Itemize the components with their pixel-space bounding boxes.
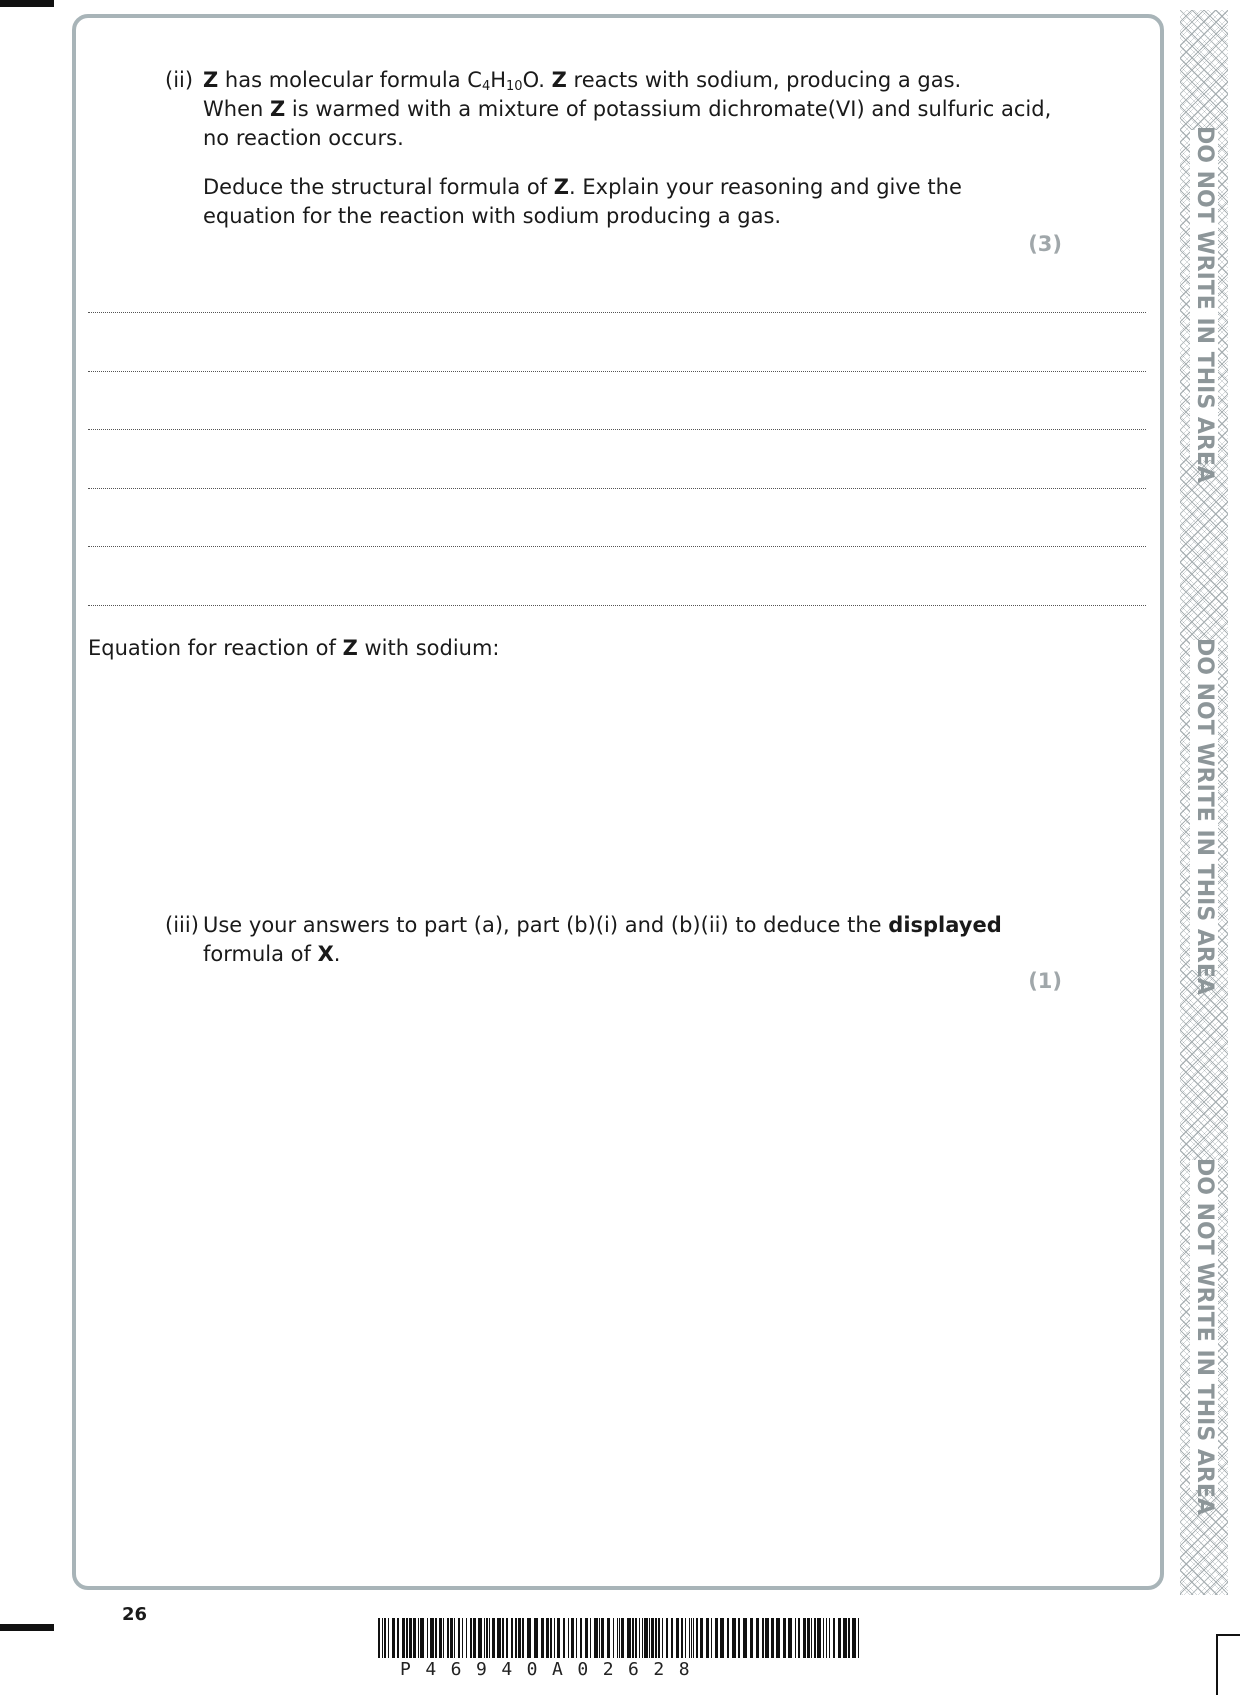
barcode-bar (696, 1618, 698, 1658)
barcode-bar (439, 1618, 442, 1658)
barcode-bar (511, 1618, 513, 1658)
barcode-bar (627, 1618, 631, 1658)
barcode-bar (762, 1618, 764, 1658)
barcode-bar (814, 1618, 816, 1658)
barcode-bar (473, 1618, 476, 1658)
barcode-bar (466, 1618, 467, 1658)
barcode-bar (829, 1618, 830, 1658)
barcode-bar (685, 1618, 686, 1658)
barcode-bar (700, 1618, 703, 1658)
barcode-bar (756, 1618, 759, 1658)
barcode-bar (409, 1618, 412, 1658)
page-number: 26 (122, 1604, 148, 1625)
barcode-bar (644, 1618, 648, 1658)
barcode-bar (392, 1618, 395, 1658)
barcode-bar (522, 1618, 524, 1658)
barcode-bar (486, 1618, 488, 1658)
barcode-bar (817, 1618, 821, 1658)
barcode-bar (621, 1618, 624, 1658)
barcode-bar (666, 1618, 668, 1658)
barcode-bar (732, 1618, 736, 1658)
barcode-bar (462, 1618, 463, 1658)
barcode-bar (382, 1618, 383, 1658)
barcode-bar (776, 1618, 780, 1658)
barcode-bar (783, 1618, 786, 1658)
barcode-bar (658, 1618, 660, 1658)
barcode-bar (727, 1618, 729, 1658)
barcode-bar (639, 1618, 640, 1658)
barcode-bar (534, 1618, 538, 1658)
barcode-bar (502, 1618, 504, 1658)
barcode-bar (478, 1618, 482, 1658)
barcode-bar (402, 1618, 405, 1658)
barcode-bar (795, 1618, 796, 1658)
answer-line[interactable] (88, 312, 1146, 313)
barcode-bar (550, 1618, 552, 1658)
barcode (378, 1618, 860, 1658)
barcode-bar (676, 1618, 679, 1658)
barcode-number: P46940A02628 (400, 1659, 705, 1680)
barcode-bar (601, 1618, 604, 1658)
barcode-bar (497, 1618, 501, 1658)
barcode-bar (585, 1618, 588, 1658)
barcode-bar (671, 1618, 673, 1658)
barcode-bar (823, 1618, 824, 1658)
question-iii-line-2: formula of X. (203, 942, 341, 966)
barcode-bar (711, 1618, 712, 1658)
barcode-bar (590, 1618, 591, 1658)
barcode-bar (397, 1618, 399, 1658)
question-ii-line-3: no reaction occurs. (203, 126, 404, 150)
barcode-bar (715, 1618, 718, 1658)
barcode-bar (450, 1618, 453, 1658)
barcode-bar (546, 1618, 549, 1658)
question-ii-label: (ii) (165, 68, 194, 92)
barcode-bar (557, 1618, 560, 1658)
barcode-bar (619, 1618, 620, 1658)
barcode-bar (571, 1618, 574, 1658)
barcode-bar (388, 1618, 389, 1658)
barcode-bar (838, 1618, 841, 1658)
barcode-bar (833, 1618, 835, 1658)
answer-line[interactable] (88, 488, 1146, 489)
answer-line[interactable] (88, 605, 1146, 606)
barcode-bar (798, 1618, 800, 1658)
equation-answer-space[interactable] (88, 670, 1146, 890)
barcode-bar (454, 1618, 455, 1658)
answer-line[interactable] (88, 371, 1146, 372)
barcode-bar (554, 1618, 555, 1658)
barcode-bar (607, 1618, 610, 1658)
barcode-bar (750, 1618, 753, 1658)
barcode-bar (706, 1618, 709, 1658)
barcode-bar (858, 1618, 859, 1658)
barcode-bar (384, 1618, 386, 1658)
registration-mark-bottom-right (1216, 1634, 1240, 1695)
barcode-bar (826, 1618, 827, 1658)
barcode-bar (649, 1618, 650, 1658)
barcode-bar (435, 1618, 437, 1658)
barcode-bar (568, 1618, 569, 1658)
barcode-bar (413, 1618, 416, 1658)
question-ii-task-line-1: Deduce the structural formula of Z. Explain your reasoning and give the (203, 175, 962, 199)
equation-prompt: Equation for reaction of Z with sodium: (88, 636, 500, 660)
question-iii-marks: (1) (1028, 969, 1062, 993)
barcode-bar (484, 1618, 485, 1658)
barcode-bar (743, 1618, 747, 1658)
barcode-bar (492, 1618, 495, 1658)
barcode-bar (518, 1618, 521, 1658)
barcode-bar (430, 1618, 434, 1658)
barcode-bar (803, 1618, 806, 1658)
margin-strip: DO NOT WRITE IN THIS AREA DO NOT WRITE IN THIS AREA DO NOT WRITE IN THIS AREA (1180, 10, 1228, 1595)
barcode-bar (807, 1618, 810, 1658)
barcode-bar (576, 1618, 577, 1658)
question-ii-text (203, 66, 1063, 231)
question-ii-line-2: When Z is warmed with a mixture of potassium dichromate(VI) and sulfuric acid, (203, 97, 1052, 121)
barcode-bar (651, 1618, 654, 1658)
barcode-bar (689, 1618, 690, 1658)
barcode-bar (378, 1618, 380, 1658)
barcode-bar (635, 1618, 637, 1658)
barcode-bar (458, 1618, 460, 1658)
displayed-formula-answer-space[interactable] (88, 1010, 1146, 1570)
barcode-bar (580, 1618, 582, 1658)
question-ii-marks: (3) (1028, 232, 1062, 256)
barcode-bar (771, 1618, 774, 1658)
barcode-bar (418, 1618, 419, 1658)
barcode-bar (406, 1618, 408, 1658)
barcode-bar (642, 1618, 643, 1658)
barcode-bar (720, 1618, 724, 1658)
barcode-bar (489, 1618, 490, 1658)
barcode-bar (420, 1618, 424, 1658)
barcode-bar (527, 1618, 531, 1658)
barcode-bar (541, 1618, 544, 1658)
question-ii-line-1: Z has molecular formula $C_4H_{10}O$. Z reacts with sodium, producing a gas. (203, 68, 962, 94)
barcode-bar (691, 1618, 692, 1658)
barcode-bar (788, 1618, 792, 1658)
barcode-bar (852, 1618, 856, 1658)
barcode-bar (848, 1618, 850, 1658)
barcode-bar (447, 1618, 449, 1658)
barcode-bar (843, 1618, 847, 1658)
question-ii-task-line-2: equation for the reaction with sodium producing a gas. (203, 204, 782, 228)
barcode-bar (470, 1618, 472, 1658)
registration-mark-bottom (0, 1624, 54, 1631)
question-iii-text (203, 911, 1063, 969)
barcode-bar (681, 1618, 683, 1658)
barcode-bar (613, 1618, 614, 1658)
barcode-bar (506, 1618, 508, 1658)
barcode-bar (515, 1618, 517, 1658)
barcode-bar (563, 1618, 565, 1658)
barcode-bar (443, 1618, 444, 1658)
barcode-bar (765, 1618, 769, 1658)
barcode-bar (599, 1618, 600, 1658)
question-iii-line-1: Use your answers to part (a), part (b)(i) and (b)(ii) to deduce the displayed (203, 913, 1002, 937)
barcode-bar (662, 1618, 663, 1658)
barcode-bar (632, 1618, 634, 1658)
barcode-bar (738, 1618, 740, 1658)
answer-line[interactable] (88, 429, 1146, 430)
barcode-bar (427, 1618, 428, 1658)
barcode-bar (693, 1618, 694, 1658)
registration-mark-top (0, 0, 54, 7)
barcode-bar (594, 1618, 598, 1658)
question-iii-label: (iii) (165, 913, 199, 937)
answer-line[interactable] (88, 546, 1146, 547)
barcode-bar (617, 1618, 618, 1658)
barcode-bar (811, 1618, 812, 1658)
barcode-bar (655, 1618, 657, 1658)
